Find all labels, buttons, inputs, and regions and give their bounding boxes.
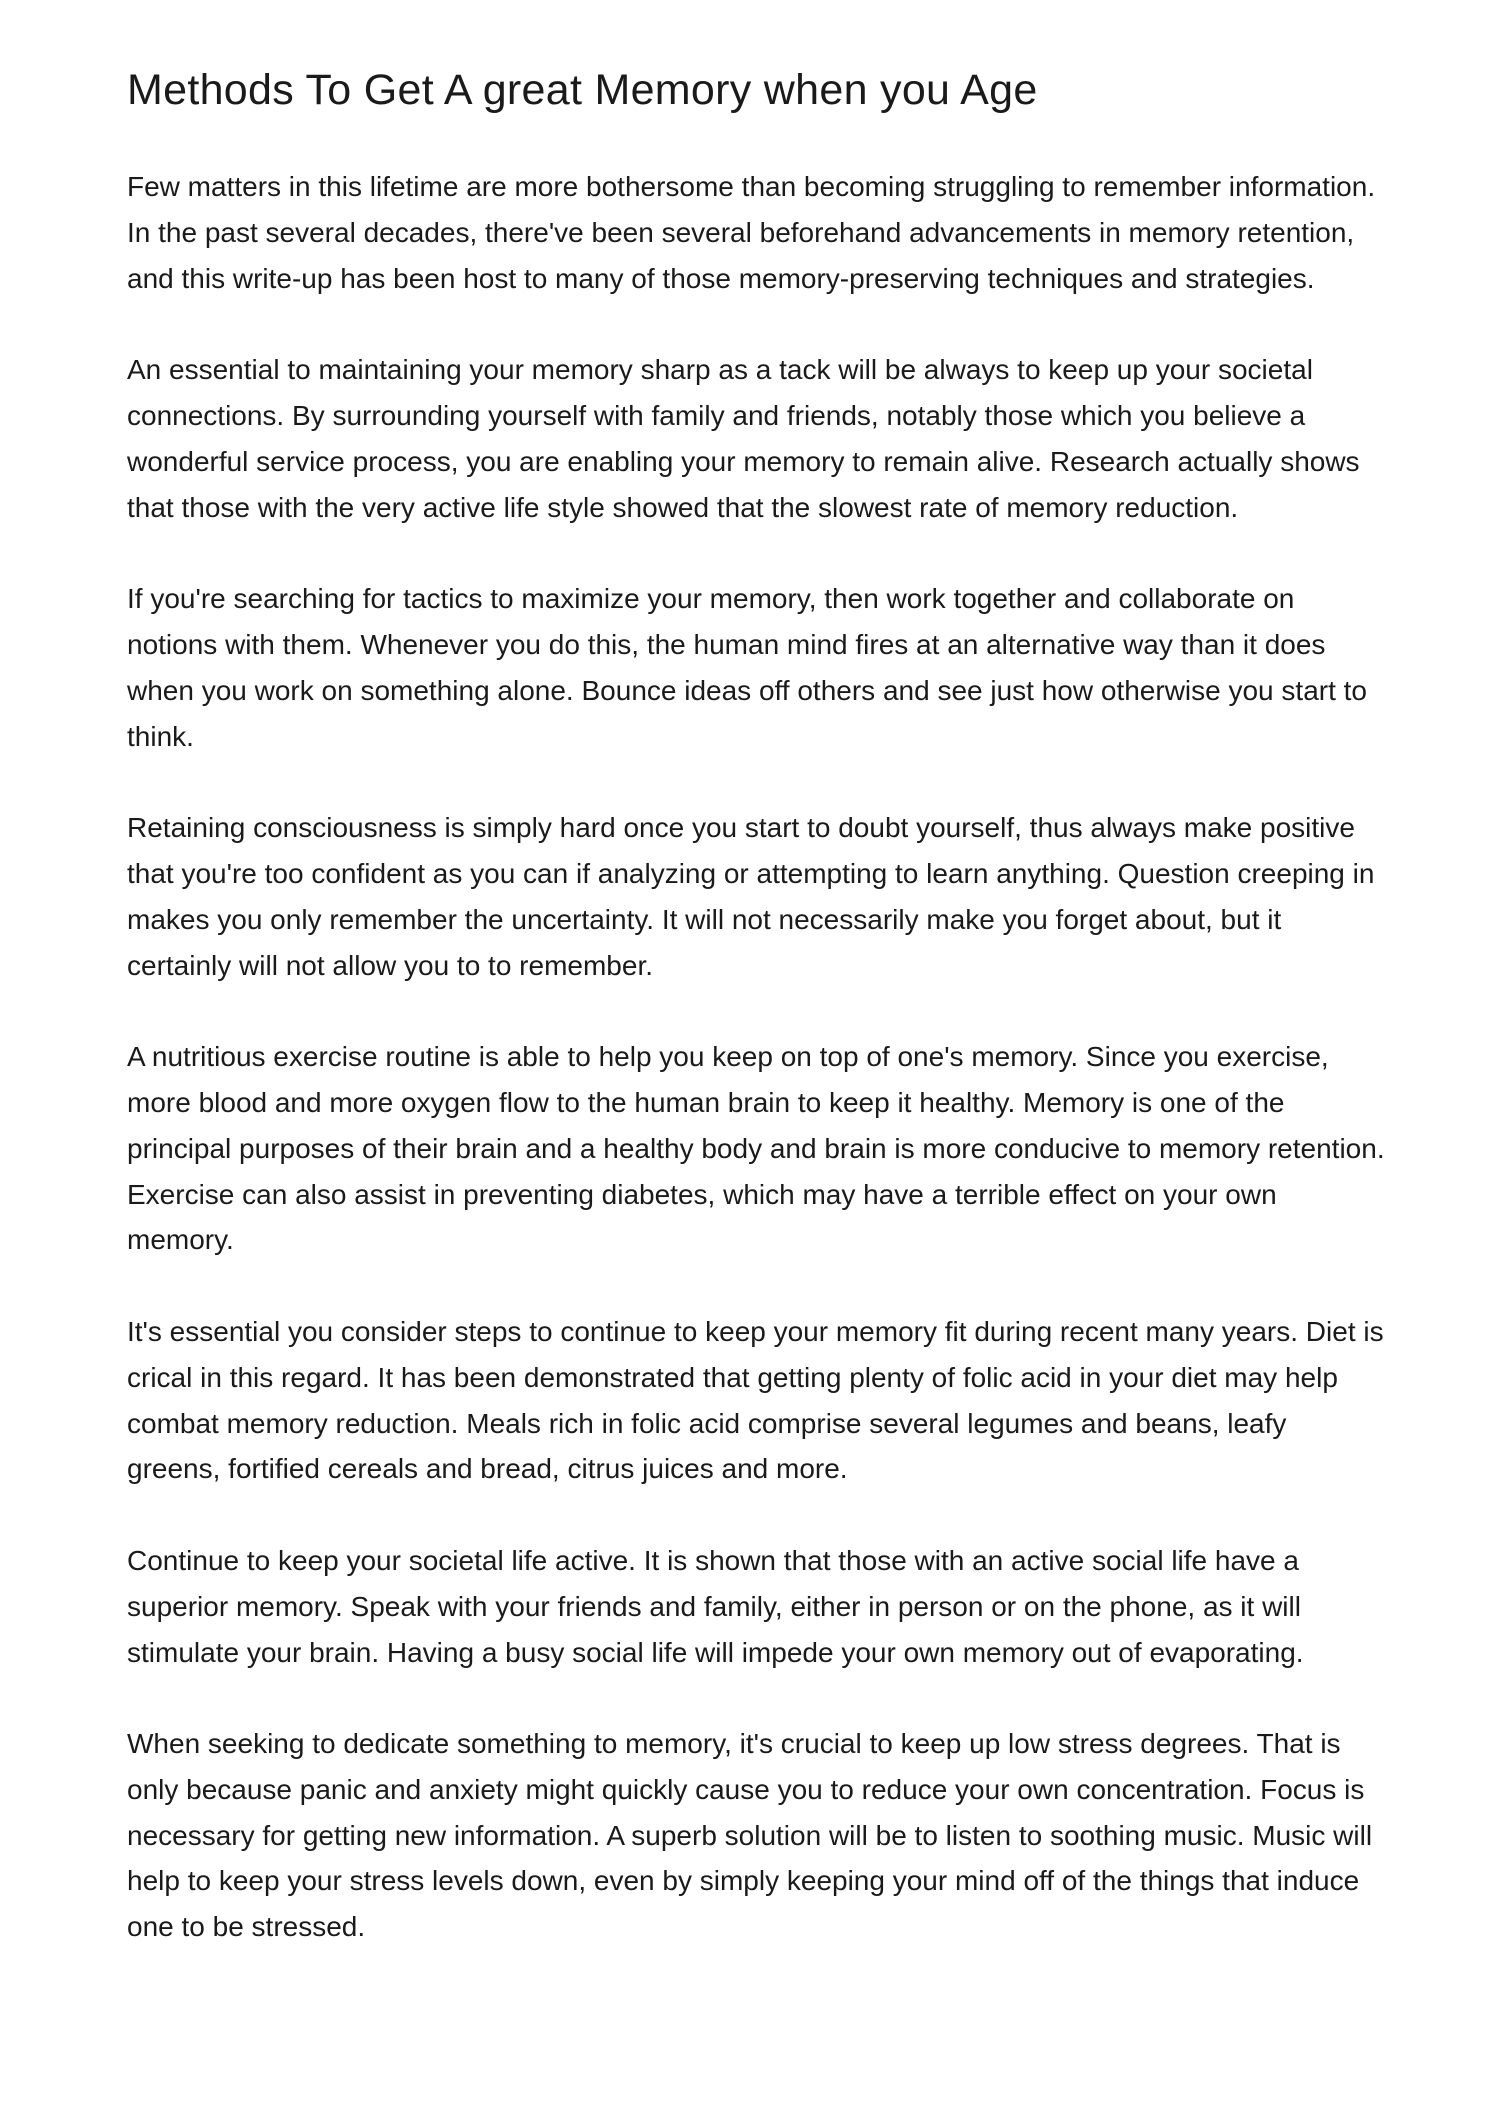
paragraph: When seeking to dedicate something to memory, it's crucial to keep up low stress degrees. That is only because panic and anxiety might quickly cause you to reduce your own concentration. Focus is necessary for getting new information. A superb solution will be to listen to soothing music. Music will help to keep your stress levels down, even by simply keeping your mind off of the things that induce one to be stressed. [127, 1728, 1373, 1943]
paragraph: It's essential you consider steps to continue to keep your memory fit during recent many years. Diet is crical in this regard. It has been demonstrated that getting plenty of folic acid in your diet may help combat memory reduction. Meals rich in folic acid comprise several legumes and beans, leafy greens, fortified cereals and bread, citrus juices and more. [127, 1315, 1384, 1485]
page-title: Methods To Get A great Memory when you Age [127, 66, 1038, 114]
paragraph: Retaining consciousness is simply hard once you start to doubt yourself, thus always make positive that you're too confident as you can if analyzing or attempting to learn anything. Question creeping in makes you only remember the uncertainty. It will not necessarily make you forget about, but it certainly will not allow you to to remember. [127, 812, 1375, 981]
paragraph: If you're searching for tactics to maximize your memory, then work together and collaborate on notions with them. Whenever you do this, the human mind fires at an alternative way than it does when you work on something alone. Bounce ideas off others and see just how otherwise you start to think. [127, 583, 1367, 752]
paragraph: Continue to keep your societal life active. It is shown that those with an active social life have a superior memory. Speak with your friends and family, either in person or on the phone, as it will stimulate your brain. Having a busy social life will impede your own memory out of evaporating. [127, 1544, 1304, 1668]
document-page [127, 60, 1387, 1996]
paragraph: Few matters in this lifetime are more bothersome than becoming struggling to remember information. In the past several decades, there've been several beforehand advancements in memory retention, and this write-up has been host to many of those memory-preserving techniques and strategies. [127, 171, 1376, 294]
paragraph: A nutritious exercise routine is able to help you keep on top of one's memory. Since you exercise, more blood and more oxygen flow to the human brain to keep it healthy. Memory is one of the principal purposes of their brain and a healthy body and brain is more conducive to memory retention. Exercise can also assist in preventing diabetes, which may have a terrible effect on your own memory. [127, 1041, 1385, 1256]
paragraph: An essential to maintaining your memory sharp as a tack will be always to keep up your societal connections. By surrounding yourself with family and friends, notably those which you believe a wonderful service process, you are enabling your memory to remain alive. Research actually shows that those with the very active life style showed that the slowest rate of memory reduction. [127, 354, 1360, 523]
